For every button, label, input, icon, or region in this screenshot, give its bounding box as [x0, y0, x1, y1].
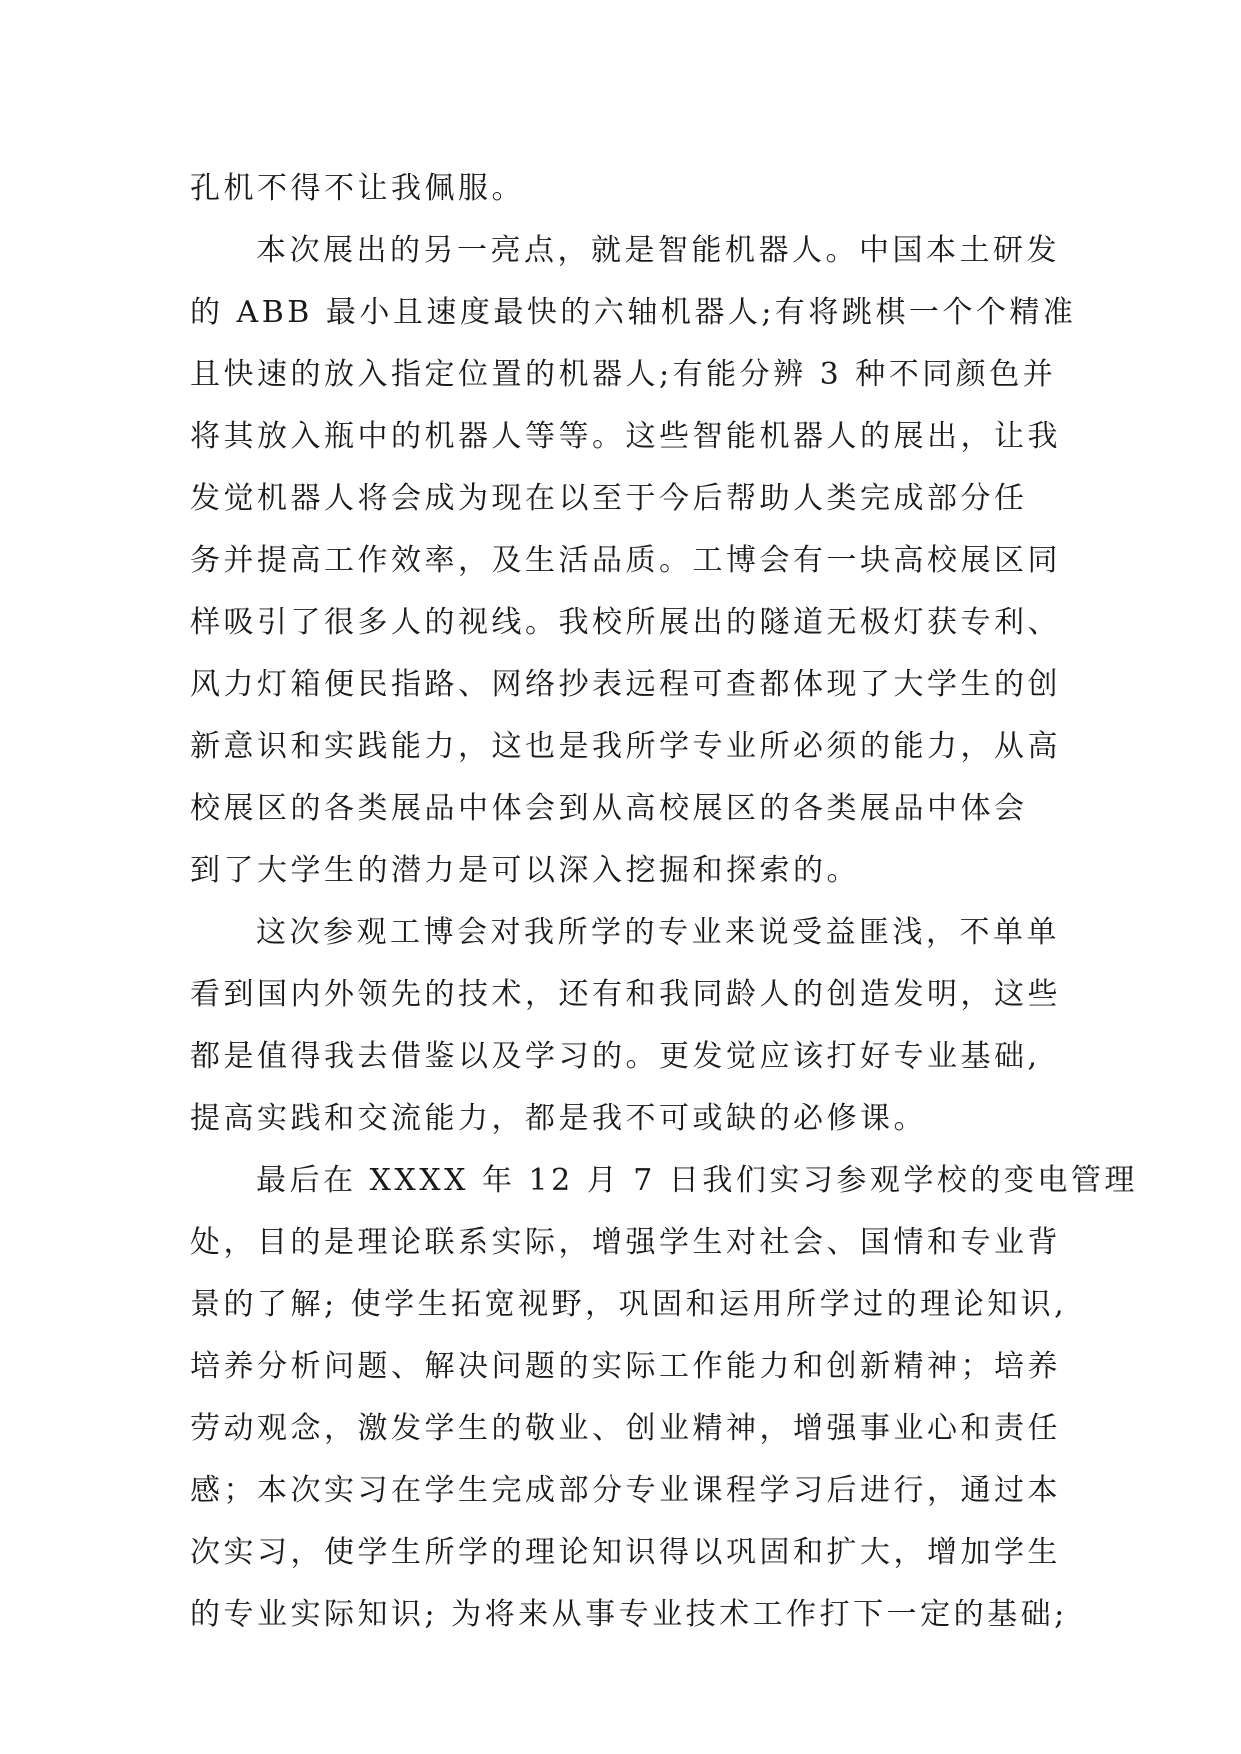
- text-line: 看到国内外领先的技术，还有和我同龄人的创造发明，这些: [190, 977, 1061, 1012]
- text-line: 提高实践和交流能力，都是我不可或缺的必修课。: [190, 1101, 927, 1136]
- text-line: 样吸引了很多人的视线。我校所展出的隧道无极灯获专利、: [190, 605, 1061, 640]
- paragraph-start-line: 最后在 XXXX 年 12 月 7 日我们实习参观学校的变电管理: [256, 1163, 1138, 1198]
- text-line: 的 ABB 最小且速度最快的六轴机器人;有将跳棋一个个精准: [190, 295, 1077, 330]
- text-line: 务并提高工作效率，及生活品质。工博会有一块高校展区同: [190, 543, 1061, 578]
- text-line: 景的了解; 使学生拓宽视野，巩固和运用所学过的理论知识,: [190, 1287, 1068, 1322]
- text-line: 培养分析问题、解决问题的实际工作能力和创新精神；培养: [190, 1349, 1061, 1384]
- text-line: 次实习，使学生所学的理论知识得以巩固和扩大，增加学生: [190, 1535, 1061, 1570]
- text-line: 到了大学生的潜力是可以深入挖掘和探索的。: [190, 853, 860, 888]
- text-line: 发觉机器人将会成为现在以至于今后帮助人类完成部分任: [190, 481, 1028, 516]
- body-text: [190, 158, 1138, 1646]
- text-line: 风力灯箱便民指路、网络抄表远程可查都体现了大学生的创: [190, 667, 1061, 702]
- text-line: 的专业实际知识; 为将来从事专业技术工作打下一定的基础;: [190, 1597, 1068, 1632]
- text-line: 都是值得我去借鉴以及学习的。更发觉应该打好专业基础,: [190, 1039, 1041, 1074]
- text-line: 将其放入瓶中的机器人等等。这些智能机器人的展出，让我: [190, 419, 1061, 454]
- text-line: 劳动观念，激发学生的敬业、创业精神，增强事业心和责任: [190, 1411, 1061, 1446]
- text-line: 感；本次实习在学生完成部分专业课程学习后进行，通过本: [190, 1473, 1061, 1508]
- paragraph-start-line: 本次展出的另一亮点，就是智能机器人。中国本土研发: [256, 233, 1060, 268]
- text-line: 处，目的是理论联系实际，增强学生对社会、国情和专业背: [190, 1225, 1061, 1260]
- text-line: 孔机不得不让我佩服。: [190, 171, 525, 206]
- paragraph-start-line: 这次参观工博会对我所学的专业来说受益匪浅，不单单: [256, 915, 1060, 950]
- text-line: 校展区的各类展品中体会到从高校展区的各类展品中体会: [190, 791, 1028, 826]
- text-line: 且快速的放入指定位置的机器人;有能分辨 3 种不同颜色并: [190, 357, 1057, 392]
- text-line: 新意识和实践能力，这也是我所学专业所必须的能力，从高: [190, 729, 1061, 764]
